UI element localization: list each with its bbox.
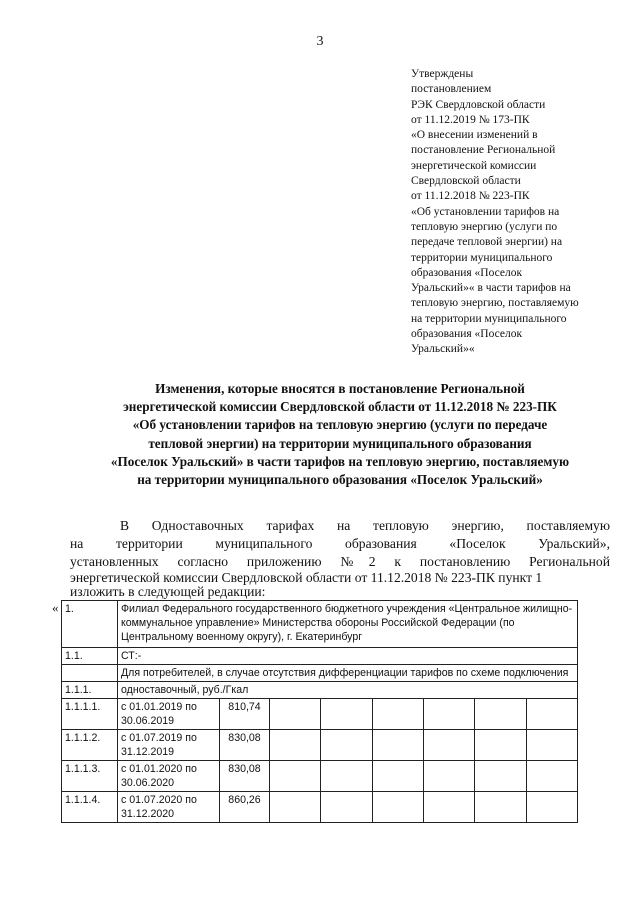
approval-block	[411, 67, 621, 358]
approval-line: РЭК Свердловской области	[411, 98, 546, 111]
row-value: 810,74	[220, 699, 270, 730]
empty-cell	[270, 792, 321, 823]
title-line: «Поселок Уральский» в части тарифов на тепловую энергию, поставляемую	[110, 453, 570, 469]
empty-cell	[372, 730, 423, 761]
row-number: 1.1.1.1.	[62, 699, 118, 730]
empty-cell	[475, 761, 526, 792]
row-number: 1.1.1.2.	[62, 730, 118, 761]
approval-line: Свердловской области	[411, 175, 521, 188]
row-number: 1.1.1.3.	[62, 761, 118, 792]
empty-cell	[526, 761, 577, 792]
empty-cell	[321, 730, 372, 761]
approval-line: Уральский»« в части тарифов на	[411, 282, 571, 295]
paragraph-line: изложить в следующей редакции:	[70, 584, 266, 599]
row-value: 860,26	[220, 792, 270, 823]
rate-label: одноставочный, руб./Гкал	[118, 682, 578, 699]
org-number: 1.	[62, 601, 118, 648]
approval-line: Уральский»«	[411, 343, 475, 356]
tariff-table	[61, 600, 578, 823]
row-period: с 01.07.2020 по 31.12.2020	[118, 792, 220, 823]
empty-cell	[475, 792, 526, 823]
empty-cell	[372, 761, 423, 792]
approval-line: Утверждены	[411, 68, 474, 80]
approval-line: образования «Поселок	[411, 328, 523, 341]
empty-cell	[423, 792, 474, 823]
consumers-note: Для потребителей, в случае отсутствия дифференциации тарифов по схеме подключения	[118, 665, 578, 682]
row-value: 830,08	[220, 730, 270, 761]
title-line: на территории муниципального образования «Поселок Уральский»	[137, 472, 543, 488]
approval-line: постановление Региональной	[411, 144, 556, 157]
empty-cell	[526, 699, 577, 730]
empty-cell	[372, 792, 423, 823]
rate-number: 1.1.1.	[62, 682, 118, 699]
approval-line: «О внесении изменений в	[411, 129, 538, 142]
title-line: энергетической комиссии Свердловской области от 11.12.2018 № 223-ПК	[123, 399, 557, 415]
approval-line: от 11.12.2018 № 223-ПК	[411, 190, 530, 203]
paragraph-line: энергетической комиссии Свердловской области от 11.12.2018 № 223-ПК пункт 1	[70, 570, 543, 585]
empty-cell	[321, 761, 372, 792]
approval-line: тепловую энергию (услуги по	[411, 220, 558, 233]
table-row	[62, 648, 578, 665]
table-row	[62, 792, 578, 823]
approval-line: тепловую энергию, поставляемую	[411, 297, 579, 310]
empty-cell	[270, 761, 321, 792]
approval-line: образования «Поселок	[411, 266, 523, 279]
paragraph-line: В Одноставочных тарифах на тепловую энергию, поставляемую	[120, 518, 610, 533]
empty-cell	[372, 699, 423, 730]
title-line: «Об установлении тарифов на тепловую энергию (услуги по передаче	[132, 417, 548, 433]
paragraph-line: на территории муниципального образования «Поселок Уральский»,	[70, 536, 610, 551]
empty-cell	[526, 730, 577, 761]
title-line: Изменения, которые вносятся в постановление Региональной	[155, 381, 525, 396]
empty-cell	[423, 699, 474, 730]
empty-cell	[423, 730, 474, 761]
system-label: СТ:-	[118, 648, 578, 665]
approval-line: от 11.12.2019 № 173-ПК	[411, 113, 530, 126]
row-period: с 01.01.2020 по 30.06.2020	[118, 761, 220, 792]
table-row	[62, 730, 578, 761]
table-row	[62, 601, 578, 648]
page-number: 3	[316, 34, 324, 49]
approval-line: «Об установлении тарифов на	[411, 205, 560, 218]
approval-line: на территории муниципального	[411, 312, 567, 325]
empty-cell	[475, 699, 526, 730]
approval-line: энергетической комиссии	[411, 159, 537, 172]
empty-cell	[270, 699, 321, 730]
empty-cell	[526, 792, 577, 823]
empty-cell	[423, 761, 474, 792]
system-number: 1.1.	[62, 648, 118, 665]
table-row	[62, 682, 578, 699]
row-period: с 01.07.2019 по 31.12.2019	[118, 730, 220, 761]
row-period: с 01.01.2019 по 30.06.2019	[118, 699, 220, 730]
document-title	[60, 380, 620, 489]
empty-cell	[321, 699, 372, 730]
quote-open: «	[52, 600, 59, 615]
title-line: тепловой энергии) на территории муниципального образования	[148, 435, 532, 451]
paragraph-line: установленных согласно приложению №2 к постановлению Региональной	[70, 554, 610, 569]
approval-line: передаче тепловой энергии) на	[411, 236, 563, 249]
approval-line: территории муниципального	[411, 251, 553, 264]
empty-cell	[475, 730, 526, 761]
org-name: Филиал Федерального государственного бюджетного учреждения «Центральное жилищно-коммунальное управление» Министерства обороны Российской Федерации (по Центральному военному округу), г. Екатеринбург	[118, 601, 578, 648]
empty-cell	[321, 792, 372, 823]
table-row	[62, 665, 578, 682]
approval-line: постановлением	[411, 83, 492, 96]
row-number: 1.1.1.4.	[62, 792, 118, 823]
empty-cell	[62, 665, 118, 682]
table-row	[62, 761, 578, 792]
row-value: 830,08	[220, 761, 270, 792]
empty-cell	[270, 730, 321, 761]
table-row	[62, 699, 578, 730]
